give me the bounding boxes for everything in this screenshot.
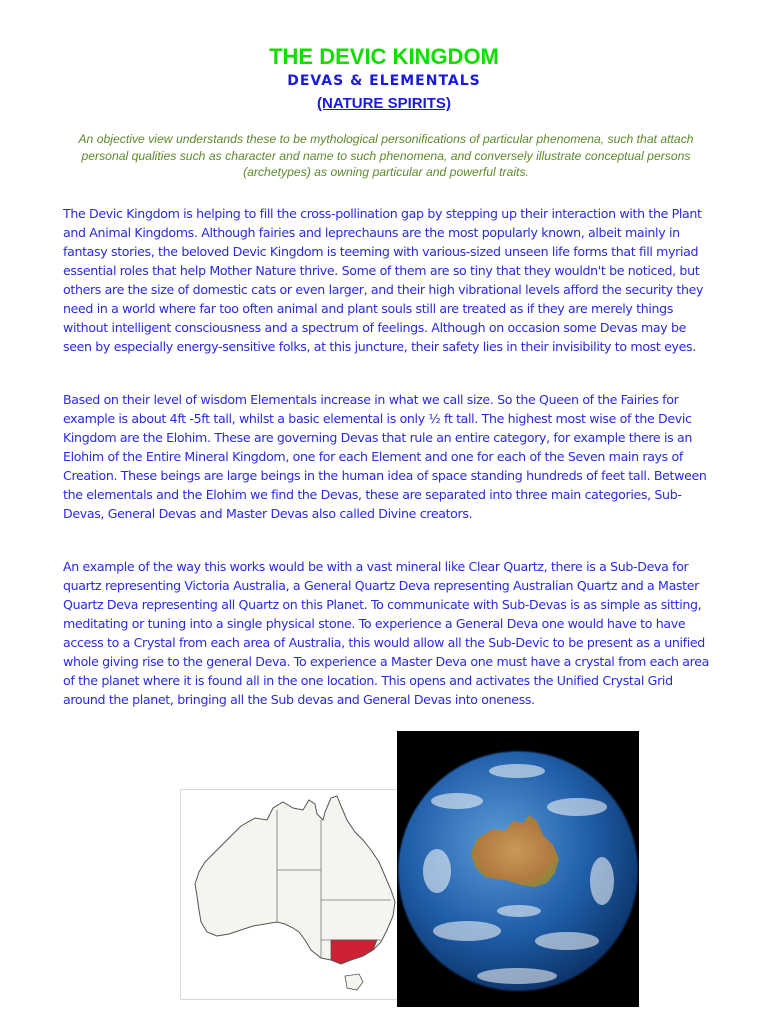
earth-globe-image	[397, 731, 639, 1007]
australia-map-icon	[181, 790, 410, 999]
body-paragraph-3: An example of the way this works would be with a vast mineral like Clear Quartz, there is a Sub-Deva for quartz representing Victoria Australia, a General Quartz Deva representing Australian Quartz and a Master Quartz Deva representing all Quartz on this Planet. To communicate with Sub-Devas is as simple as sitting, meditating or tuning into a single physical stone. To experience a General Deva one would have to have access to a Crystal from each area of Australia, this would allow all the Sub-Devic to be present as a unified whole giving rise to the general Deva. To experience a Master Deva one must have a crystal from each area of the planet where it is found all in the one location. This opens and activates the Unified Crystal Grid around the planet, bringing all the Sub devas and General Devas into oneness.	[63, 559, 709, 707]
australia-map-image	[180, 789, 411, 1000]
body-paragraph-2: Based on their level of wisdom Elementals increase in what we call size. So the Queen of the Fairies for example is about 4ft -5ft tall, whilst a basic elemental is only ½ ft tall. The highest most wise of the Devic Kingdom are the Elohim. These are governing Devas that rule an entire category, for example there is an Elohim of the Entire Mineral Kingdom, one for each Element and one for each of the Seven main rays of Creation. These beings are large beings in the human idea of space standing hundreds of feet tall. Between the elementals and the Elohim we find the Devas, these are separated into three main categories, Sub-Devas, General Devas and Master Devas also called Divine creators.	[63, 392, 707, 521]
globe-icon	[397, 731, 639, 1007]
intro-paragraph: An objective view understands these to be mythological personifications of particular phenomena, such that attach personal qualities such as character and name to such phenomena, and conversely illustrate conceptual persons (archetypes) as owning particular and powerful traits.	[78, 132, 694, 179]
page-subtitle: DEVAS & ELEMENTALS	[287, 73, 481, 89]
body-paragraph-1: The Devic Kingdom is helping to fill the cross-pollination gap by stepping up their interaction with the Plant and Animal Kingdoms. Although fairies and leprechauns are the most popularly known, albeit mainly in fantasy stories, the beloved Devic Kingdom is teeming with various-sized unseen life forms that fill myriad essential roles that help Mother Nature thrive. Some of them are so tiny that they wouldn't be noticed, but others are the size of domestic cats or even larger, and their high vibrational levels afford the security they need in a world where far too often animal and plant souls still are treated as if they are merely things without intelligent consciousness and a spectrum of feelings. Although on occasion some Devas may be seen by especially energy-sensitive folks, at this juncture, their safety lies in their invisibility to most eyes.	[63, 206, 704, 354]
page-subtitle-secondary: (NATURE SPIRITS)	[317, 95, 451, 112]
page-title: THE DEVIC KINGDOM	[269, 44, 499, 69]
